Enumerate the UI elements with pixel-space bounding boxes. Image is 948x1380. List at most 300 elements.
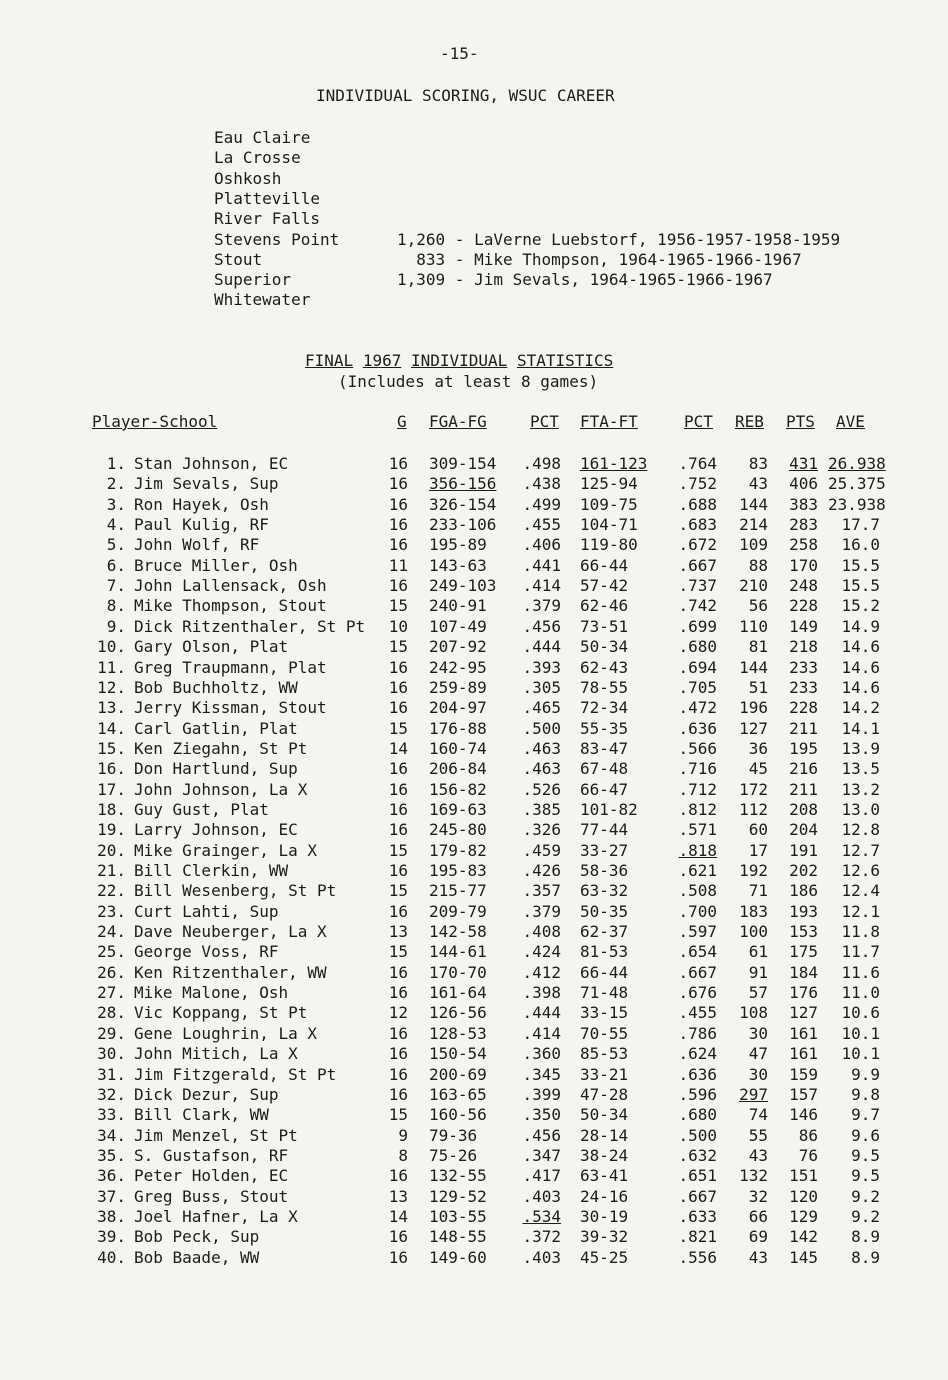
cell-points: 151 <box>789 1166 818 1186</box>
table-row <box>0 474 948 494</box>
cell-fta-ft: 109-75 <box>580 494 638 514</box>
cell-ft-pct: .455 <box>678 1003 717 1023</box>
cell-games: 16 <box>388 698 408 718</box>
cell-average: 10.1 <box>841 1023 880 1043</box>
cell-player-school: Bill Wesenberg, St Pt <box>134 881 337 901</box>
school-row <box>214 230 914 250</box>
cell-ft-pct: .737 <box>678 576 717 596</box>
header-points: PTS <box>786 412 815 431</box>
school-name: Eau Claire <box>214 128 311 147</box>
cell-rank: 18. <box>97 799 126 819</box>
cell-points: 191 <box>789 840 818 860</box>
cell-fta-ft: 47-28 <box>580 1084 629 1104</box>
cell-rebounds: 56 <box>748 596 768 616</box>
cell-fga-fg: 245-80 <box>429 820 487 840</box>
table-row <box>0 698 948 718</box>
school-row <box>214 250 914 270</box>
cell-average: 25.375 <box>828 474 886 494</box>
cell-games: 10 <box>388 616 408 636</box>
cell-games: 13 <box>388 1186 408 1206</box>
cell-fta-ft: 33-21 <box>580 1064 629 1084</box>
cell-fta-ft: 66-44 <box>580 555 629 575</box>
cell-points: 195 <box>789 738 818 758</box>
cell-rank: 5. <box>106 535 126 555</box>
cell-rebounds: 69 <box>748 1227 768 1247</box>
cell-fga-fg: 233-106 <box>429 515 497 535</box>
cell-fta-ft: 73-51 <box>580 616 629 636</box>
cell-games: 16 <box>388 983 408 1003</box>
cell-games: 14 <box>388 1206 408 1226</box>
cell-ft-pct: .508 <box>678 881 717 901</box>
cell-fta-ft: 81-53 <box>580 942 629 962</box>
cell-average: 9.8 <box>851 1084 880 1104</box>
cell-fta-ft: 66-44 <box>580 962 629 982</box>
cell-fta-ft: 77-44 <box>580 820 629 840</box>
cell-fg-pct: .347 <box>522 1145 561 1165</box>
cell-player-school: Jim Fitzgerald, St Pt <box>134 1064 337 1084</box>
cell-points: 161 <box>789 1044 818 1064</box>
cell-games: 16 <box>388 1227 408 1247</box>
cell-rank: 39. <box>97 1227 126 1247</box>
cell-ft-pct: .688 <box>678 494 717 514</box>
cell-fga-fg: 195-89 <box>429 535 487 555</box>
cell-fta-ft: 28-14 <box>580 1125 629 1145</box>
cell-fg-pct: .459 <box>522 840 561 860</box>
cell-points: 228 <box>789 596 818 616</box>
cell-fga-fg: 309-154 <box>429 454 497 473</box>
table-row <box>0 759 948 779</box>
cell-fg-pct: .350 <box>522 1105 561 1125</box>
stats-title-word: 1967 <box>362 351 402 370</box>
cell-rebounds: 32 <box>748 1186 768 1206</box>
stats-title-word: FINAL <box>305 351 354 370</box>
school-name: Stout <box>214 249 263 269</box>
cell-ft-pct: .566 <box>678 738 717 758</box>
cell-games: 16 <box>388 657 408 677</box>
cell-games: 16 <box>388 861 408 880</box>
school-row <box>214 169 914 189</box>
cell-rebounds: 45 <box>748 759 768 779</box>
cell-fga-fg: 242-95 <box>429 657 487 677</box>
cell-rank: 8. <box>106 596 126 616</box>
cell-player-school: Dick Dezur, Sup <box>134 1084 279 1104</box>
stats-subtitle: (Includes at least 8 games) <box>338 372 599 391</box>
cell-points: 233 <box>789 657 818 677</box>
cell-fg-pct: .360 <box>522 1044 561 1064</box>
cell-rebounds: 43 <box>748 1247 768 1267</box>
cell-rebounds: 57 <box>748 983 768 1003</box>
cell-fta-ft: 63-32 <box>580 881 629 901</box>
cell-rebounds: 210 <box>739 576 768 596</box>
cell-rank: 21. <box>97 861 126 880</box>
cell-points: 76 <box>798 1145 818 1165</box>
table-row <box>0 658 948 678</box>
cell-fga-fg: 240-91 <box>429 596 487 616</box>
cell-rank: 12. <box>97 677 126 697</box>
cell-games: 16 <box>388 494 408 514</box>
table-row <box>0 1003 948 1023</box>
cell-fg-pct: .499 <box>522 494 561 514</box>
cell-fg-pct: .463 <box>522 759 561 779</box>
cell-fg-pct: .438 <box>522 474 561 494</box>
cell-ft-pct: .672 <box>678 535 717 555</box>
cell-ft-pct: .680 <box>678 637 717 657</box>
cell-ft-pct: .667 <box>678 555 717 575</box>
cell-ft-pct: .812 <box>678 799 717 819</box>
cell-fta-ft: 67-48 <box>580 759 629 779</box>
cell-games: 16 <box>388 1064 408 1084</box>
cell-fga-fg: 356-156 <box>429 474 497 494</box>
table-row <box>0 576 948 596</box>
cell-points: 211 <box>789 718 818 738</box>
table-row <box>0 515 948 535</box>
cell-games: 14 <box>388 738 408 758</box>
cell-fg-pct: .444 <box>522 637 561 657</box>
cell-fg-pct: .393 <box>522 657 561 677</box>
cell-rank: 38. <box>97 1206 126 1226</box>
cell-ft-pct: .676 <box>678 983 717 1003</box>
cell-average: 13.5 <box>841 759 880 779</box>
cell-fg-pct: .414 <box>522 1023 561 1043</box>
cell-ft-pct: .621 <box>678 861 717 880</box>
cell-rank: 27. <box>97 983 126 1003</box>
cell-rebounds: 81 <box>748 637 768 657</box>
cell-games: 9 <box>398 1125 408 1145</box>
cell-fga-fg: 103-55 <box>429 1206 487 1226</box>
cell-fga-fg: 160-56 <box>429 1105 487 1125</box>
cell-player-school: John Lallensack, Osh <box>134 576 327 596</box>
cell-average: 9.9 <box>851 1064 880 1084</box>
cell-fg-pct: .379 <box>522 901 561 921</box>
cell-points: 127 <box>789 1003 818 1023</box>
cell-fg-pct: .403 <box>522 1186 561 1206</box>
cell-games: 12 <box>388 1003 408 1023</box>
school-name: Whitewater <box>214 290 311 310</box>
cell-points: 204 <box>789 820 818 840</box>
cell-average: 9.5 <box>851 1145 880 1165</box>
cell-rank: 29. <box>97 1023 126 1043</box>
table-row <box>0 719 948 739</box>
cell-fga-fg: 326-154 <box>429 494 497 514</box>
cell-average: 13.2 <box>841 779 880 799</box>
cell-player-school: Greg Buss, Stout <box>134 1186 289 1206</box>
cell-average: 8.9 <box>851 1247 880 1267</box>
cell-player-school: Gary Olson, Plat <box>134 637 289 657</box>
cell-fg-pct: .500 <box>522 718 561 738</box>
cell-rebounds: 91 <box>748 962 768 982</box>
cell-ft-pct: .705 <box>678 677 717 697</box>
cell-ft-pct: .651 <box>678 1166 717 1186</box>
cell-fga-fg: 207-92 <box>429 637 487 657</box>
cell-rank: 1. <box>106 454 126 473</box>
cell-player-school: Paul Kulig, RF <box>134 515 269 535</box>
cell-points: 149 <box>789 616 818 636</box>
cell-fga-fg: 132-55 <box>429 1166 487 1186</box>
cell-fta-ft: 55-35 <box>580 718 629 738</box>
cell-rebounds: 192 <box>739 861 768 880</box>
cell-player-school: Joel Hafner, La X <box>134 1206 298 1226</box>
cell-fg-pct: .456 <box>522 1125 561 1145</box>
table-row <box>0 983 948 1003</box>
cell-fg-pct: .426 <box>522 861 561 880</box>
cell-ft-pct: .752 <box>678 474 717 494</box>
cell-rebounds: 144 <box>739 657 768 677</box>
cell-player-school: Mike Grainger, La X <box>134 840 318 860</box>
cell-fg-pct: .357 <box>522 881 561 901</box>
school-name: River Falls <box>214 209 320 229</box>
cell-fta-ft: 50-34 <box>580 1105 629 1125</box>
cell-rebounds: 127 <box>739 718 768 738</box>
cell-points: 146 <box>789 1105 818 1125</box>
cell-rank: 7. <box>106 576 126 596</box>
cell-rebounds: 132 <box>739 1166 768 1186</box>
cell-player-school: George Voss, RF <box>134 942 279 962</box>
table-row <box>0 556 948 576</box>
header-average: AVE <box>836 412 865 431</box>
table-row <box>0 1207 948 1227</box>
cell-games: 16 <box>388 1023 408 1043</box>
cell-fg-pct: .444 <box>522 1003 561 1023</box>
school-name: Stevens Point <box>214 229 340 249</box>
school-career-record: 1,309 - Jim Sevals, 1964-1965-1966-1967 <box>397 270 773 290</box>
cell-average: 23.938 <box>828 494 886 514</box>
cell-fga-fg: 156-82 <box>429 779 487 799</box>
cell-fta-ft: 83-47 <box>580 738 629 758</box>
cell-ft-pct: .680 <box>678 1105 717 1125</box>
cell-average: 11.6 <box>841 962 880 982</box>
cell-player-school: John Wolf, RF <box>134 535 260 555</box>
cell-fga-fg: 206-84 <box>429 759 487 779</box>
cell-rebounds: 47 <box>748 1044 768 1064</box>
cell-points: 159 <box>789 1064 818 1084</box>
cell-games: 16 <box>388 576 408 596</box>
header-player-school: Player-School <box>92 412 218 431</box>
table-row <box>0 1105 948 1125</box>
cell-fga-fg: 144-61 <box>429 942 487 962</box>
cell-ft-pct: .667 <box>678 1186 717 1206</box>
cell-rebounds: 109 <box>739 535 768 555</box>
cell-games: 16 <box>388 1044 408 1064</box>
cell-points: 248 <box>789 576 818 596</box>
table-row <box>0 637 948 657</box>
cell-ft-pct: .556 <box>678 1247 717 1267</box>
cell-rebounds: 172 <box>739 779 768 799</box>
cell-average: 11.0 <box>841 983 880 1003</box>
table-row <box>0 1166 948 1186</box>
school-row <box>214 270 914 290</box>
cell-ft-pct: .596 <box>678 1084 717 1104</box>
cell-rebounds: 43 <box>748 1145 768 1165</box>
cell-points: 170 <box>789 555 818 575</box>
cell-player-school: Ken Ritzenthaler, WW <box>134 962 327 982</box>
cell-fg-pct: .414 <box>522 576 561 596</box>
cell-player-school: Gene Loughrin, La X <box>134 1023 318 1043</box>
cell-points: 233 <box>789 677 818 697</box>
table-row <box>0 1187 948 1207</box>
cell-games: 16 <box>388 779 408 799</box>
cell-player-school: Bob Baade, WW <box>134 1247 260 1267</box>
cell-fg-pct: .424 <box>522 942 561 962</box>
cell-ft-pct: .694 <box>678 657 717 677</box>
cell-average: 17.7 <box>841 515 880 535</box>
cell-fta-ft: 50-35 <box>580 901 629 921</box>
cell-fg-pct: .412 <box>522 962 561 982</box>
cell-player-school: John Mitich, La X <box>134 1044 298 1064</box>
school-row <box>214 148 914 168</box>
cell-fga-fg: 163-65 <box>429 1084 487 1104</box>
cell-ft-pct: .472 <box>678 698 717 718</box>
cell-rebounds: 112 <box>739 799 768 819</box>
cell-points: 202 <box>789 861 818 880</box>
cell-fta-ft: 119-80 <box>580 535 638 555</box>
cell-fta-ft: 62-46 <box>580 596 629 616</box>
school-row <box>214 189 914 209</box>
cell-rank: 37. <box>97 1186 126 1206</box>
cell-games: 16 <box>388 799 408 819</box>
cell-rank: 40. <box>97 1247 126 1267</box>
cell-average: 15.5 <box>841 555 880 575</box>
cell-average: 12.1 <box>841 901 880 921</box>
school-name: Superior <box>214 270 292 290</box>
cell-average: 13.0 <box>841 799 880 819</box>
cell-rank: 6. <box>106 555 126 575</box>
career-scoring-title: INDIVIDUAL SCORING, WSUC CAREER <box>316 86 615 105</box>
cell-fta-ft: 33-27 <box>580 840 629 860</box>
table-row <box>0 617 948 637</box>
cell-fga-fg: 200-69 <box>429 1064 487 1084</box>
cell-points: 153 <box>789 922 818 942</box>
cell-average: 15.5 <box>841 576 880 596</box>
cell-rank: 19. <box>97 820 126 840</box>
header-rebounds: REB <box>735 412 764 431</box>
cell-average: 10.1 <box>841 1044 880 1064</box>
cell-points: 208 <box>789 799 818 819</box>
cell-points: 175 <box>789 942 818 962</box>
cell-player-school: S. Gustafson, RF <box>134 1145 289 1165</box>
cell-fg-pct: .385 <box>522 799 561 819</box>
table-row <box>0 739 948 759</box>
cell-fga-fg: 161-64 <box>429 983 487 1003</box>
cell-games: 16 <box>388 474 408 494</box>
cell-fg-pct: .441 <box>522 555 561 575</box>
cell-ft-pct: .500 <box>678 1125 717 1145</box>
cell-fga-fg: 176-88 <box>429 718 487 738</box>
cell-fta-ft: 125-94 <box>580 474 638 494</box>
cell-ft-pct: .699 <box>678 616 717 636</box>
cell-games: 16 <box>388 535 408 555</box>
cell-games: 13 <box>388 922 408 942</box>
cell-games: 16 <box>388 962 408 982</box>
cell-fga-fg: 204-97 <box>429 698 487 718</box>
cell-player-school: Mike Malone, Osh <box>134 983 289 1003</box>
cell-average: 11.7 <box>841 942 880 962</box>
cell-ft-pct: .636 <box>678 1064 717 1084</box>
cell-fta-ft: 38-24 <box>580 1145 629 1165</box>
table-row <box>0 820 948 840</box>
cell-average: 16.0 <box>841 535 880 555</box>
cell-games: 15 <box>388 942 408 962</box>
cell-rank: 23. <box>97 901 126 921</box>
cell-rank: 10. <box>97 637 126 657</box>
cell-fta-ft: 72-34 <box>580 698 629 718</box>
cell-rebounds: 83 <box>748 454 768 473</box>
cell-fta-ft: 50-34 <box>580 637 629 657</box>
cell-points: 161 <box>789 1023 818 1043</box>
cell-games: 11 <box>388 555 408 575</box>
cell-average: 9.2 <box>851 1186 880 1206</box>
cell-player-school: Bob Peck, Sup <box>134 1227 260 1247</box>
cell-fga-fg: 259-89 <box>429 677 487 697</box>
table-row <box>0 841 948 861</box>
cell-player-school: Dave Neuberger, La X <box>134 922 327 942</box>
cell-games: 16 <box>388 454 408 473</box>
cell-ft-pct: .700 <box>678 901 717 921</box>
school-career-record: 833 - Mike Thompson, 1964-1965-1966-1967 <box>397 249 802 269</box>
cell-fg-pct: .465 <box>522 698 561 718</box>
cell-games: 15 <box>388 881 408 901</box>
cell-player-school: Jim Sevals, Sup <box>134 474 279 494</box>
cell-average: 9.7 <box>851 1105 880 1125</box>
cell-fg-pct: .417 <box>522 1166 561 1186</box>
cell-ft-pct: .654 <box>678 942 717 962</box>
cell-rank: 11. <box>97 657 126 677</box>
cell-games: 16 <box>388 1247 408 1267</box>
cell-games: 15 <box>388 840 408 860</box>
cell-rebounds: 71 <box>748 881 768 901</box>
cell-ft-pct: .821 <box>678 1227 717 1247</box>
cell-fta-ft: 101-82 <box>580 799 638 819</box>
cell-average: 14.9 <box>841 616 880 636</box>
cell-rank: 16. <box>97 759 126 779</box>
cell-rebounds: 183 <box>739 901 768 921</box>
cell-player-school: Don Hartlund, Sup <box>134 759 298 779</box>
cell-player-school: Stan Johnson, EC <box>134 454 289 473</box>
cell-fta-ft: 104-71 <box>580 515 638 535</box>
cell-points: 176 <box>789 983 818 1003</box>
cell-games: 15 <box>388 637 408 657</box>
cell-player-school: Vic Koppang, St Pt <box>134 1003 308 1023</box>
cell-points: 186 <box>789 881 818 901</box>
cell-fga-fg: 160-74 <box>429 738 487 758</box>
cell-rebounds: 297 <box>739 1084 768 1104</box>
cell-player-school: Jim Menzel, St Pt <box>134 1125 298 1145</box>
cell-player-school: Bill Clark, WW <box>134 1105 269 1125</box>
cell-player-school: Greg Traupmann, Plat <box>134 657 327 677</box>
cell-points: 218 <box>789 637 818 657</box>
cell-points: 406 <box>789 474 818 494</box>
cell-player-school: Mike Thompson, Stout <box>134 596 327 616</box>
cell-fg-pct: .406 <box>522 535 561 555</box>
cell-rank: 25. <box>97 942 126 962</box>
cell-ft-pct: .764 <box>678 454 717 473</box>
school-name: Platteville <box>214 188 320 208</box>
header-fta-ft: FTA-FT <box>580 412 638 431</box>
cell-games: 8 <box>398 1145 408 1165</box>
cell-player-school: Jerry Kissman, Stout <box>134 698 327 718</box>
school-row <box>214 209 914 229</box>
cell-fta-ft: 71-48 <box>580 983 629 1003</box>
cell-points: 142 <box>789 1227 818 1247</box>
cell-fga-fg: 249-103 <box>429 576 497 596</box>
cell-fta-ft: 24-16 <box>580 1186 629 1206</box>
table-row <box>0 1024 948 1044</box>
cell-ft-pct: .624 <box>678 1044 717 1064</box>
cell-fg-pct: .305 <box>522 677 561 697</box>
table-row <box>0 1227 948 1247</box>
cell-rank: 24. <box>97 922 126 942</box>
cell-fg-pct: .326 <box>522 820 561 840</box>
cell-fta-ft: 45-25 <box>580 1247 629 1267</box>
